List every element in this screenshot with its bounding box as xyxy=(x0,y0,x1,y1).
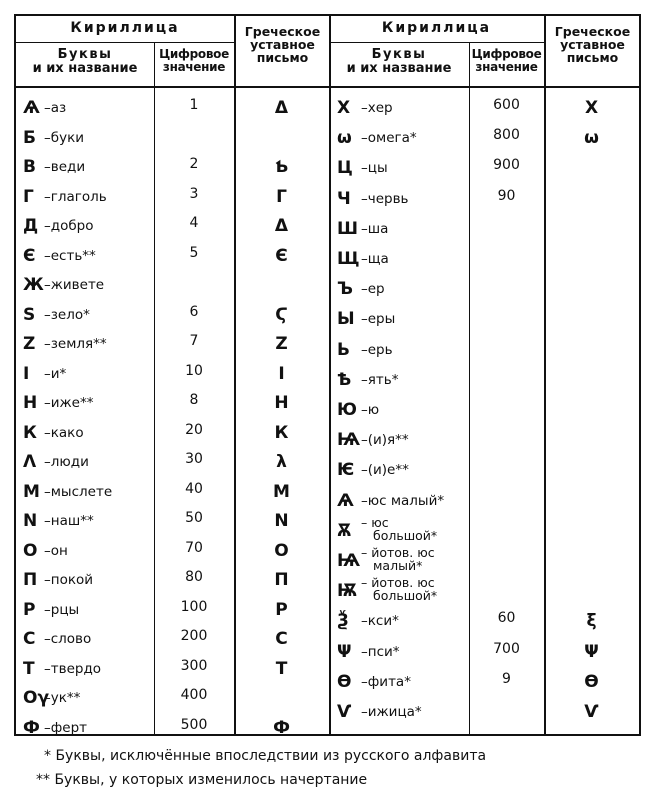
cyrillic-letter: Ъ xyxy=(337,279,353,300)
numeric-value: 200 xyxy=(180,628,208,644)
letter-name: –хер xyxy=(361,100,393,116)
cyrillic-letter: Ζ xyxy=(23,334,36,354)
table-row xyxy=(16,219,639,248)
numeric-value: 1 xyxy=(189,97,199,113)
letter-name: –покой xyxy=(44,572,94,588)
numeric-value: 900 xyxy=(493,157,520,174)
letter-name: –(и)я** xyxy=(361,432,409,449)
cyrillic-letter: Щ xyxy=(337,249,360,269)
letter-name: –земля** xyxy=(44,336,107,352)
footnote-two: ** Буквы, у которых изменилось начертание xyxy=(36,772,368,788)
letter-name: –добро xyxy=(44,218,94,234)
numeric-value: 9 xyxy=(502,670,511,687)
cyrillic-letter: S xyxy=(23,304,36,325)
numeric-value: 90 xyxy=(497,187,516,204)
letter-name: –рцы xyxy=(44,601,80,618)
greek-letter: О xyxy=(274,540,289,561)
letter-name: –буки xyxy=(44,129,84,146)
header-letters-right: Буквы и их название xyxy=(346,47,452,76)
cyrillic-letter: С xyxy=(23,629,36,649)
letter-name: –кси* xyxy=(361,613,399,630)
cyrillic-letter: Г xyxy=(23,186,34,207)
greek-letter: Є xyxy=(275,245,288,266)
header-divider xyxy=(329,42,544,43)
cyrillic-letter: Ѳ xyxy=(337,671,352,692)
letter-name: –ша xyxy=(361,220,389,237)
greek-letter: Ѵ xyxy=(584,702,599,722)
cyrillic-letter: Ч xyxy=(337,188,351,209)
table-row xyxy=(16,279,639,308)
cyrillic-letter: Ѧ xyxy=(23,98,40,118)
numeric-value: 5 xyxy=(189,244,199,261)
numeric-value: 6 xyxy=(189,303,199,320)
header-cyrillic-right: Кириллица xyxy=(381,20,492,36)
letter-name: –ерь xyxy=(361,341,393,358)
cyrillic-letter: Ь xyxy=(337,339,350,360)
numeric-value: 100 xyxy=(180,598,208,615)
numeric-value: 50 xyxy=(185,510,203,526)
greek-letter: N xyxy=(274,511,289,531)
cyrillic-letter: Ы xyxy=(337,309,355,330)
greek-letter: Γ xyxy=(276,186,287,207)
cyrillic-letter: Ю xyxy=(337,400,357,420)
numeric-value: 3 xyxy=(189,185,199,202)
letter-name: –юс малый* xyxy=(361,492,445,509)
letter-name: –зело* xyxy=(44,306,90,323)
greek-letter: I xyxy=(278,363,285,384)
cyrillic-letter: П xyxy=(23,570,38,590)
greek-letter: ω xyxy=(584,128,599,149)
numeric-value: 300 xyxy=(180,657,208,674)
cyrillic-letter: Є xyxy=(23,245,36,266)
table-row xyxy=(16,491,639,520)
cyrillic-letter: Ѣ xyxy=(337,369,352,390)
cyrillic-letter: Т xyxy=(23,658,35,679)
greek-letter: Н xyxy=(274,393,289,413)
letter-name: –слово xyxy=(44,631,92,647)
letter-name: – йотов. юс большой* xyxy=(361,575,438,604)
greek-letter: П xyxy=(274,570,289,590)
cyrillic-letter: Х xyxy=(337,98,351,118)
letter-name: –цы xyxy=(361,160,388,177)
numeric-value: 70 xyxy=(185,539,203,556)
header-bottom-line xyxy=(16,86,639,88)
greek-letter: Δ xyxy=(274,216,289,236)
letter-name: –ук** xyxy=(44,690,81,706)
letter-name: – юс большой* xyxy=(361,514,438,543)
greek-letter: Ϛ xyxy=(275,304,288,325)
letter-name: –ю xyxy=(361,402,380,418)
cyrillic-letter: Ѭ xyxy=(337,581,359,602)
cyrillic-letter: Ж xyxy=(23,275,44,295)
numeric-value: 30 xyxy=(185,451,203,467)
greek-letter: Ρ xyxy=(275,599,288,620)
header-greek-left: Греческое уставное письмо xyxy=(244,24,321,66)
cyrillic-letter: В xyxy=(23,157,36,177)
letter-name: –еры xyxy=(361,311,396,328)
numeric-value: 2 xyxy=(189,156,199,172)
letter-name: –червь xyxy=(361,190,409,207)
letter-name: –(и)е** xyxy=(361,462,409,479)
letter-name: –ща xyxy=(361,251,389,267)
table-row xyxy=(16,672,639,701)
cyrillic-letter: Н xyxy=(23,393,38,413)
table-row xyxy=(16,306,639,338)
cyrillic-letter: Б xyxy=(23,127,36,148)
numeric-value: 800 xyxy=(493,127,520,144)
letter-name: –люди xyxy=(44,454,89,470)
greek-letter: Z xyxy=(275,334,288,354)
cyrillic-letter: Ѩ xyxy=(337,430,361,451)
header-greek-right: Греческое уставное письмо xyxy=(554,24,631,66)
table-row xyxy=(16,158,639,187)
letter-name: –пси* xyxy=(361,643,400,660)
numeric-value: 600 xyxy=(493,97,520,113)
table-row xyxy=(16,249,639,278)
numeric-value: 10 xyxy=(185,362,203,379)
numeric-value: 400 xyxy=(180,687,208,703)
letter-name: –ферт xyxy=(44,719,88,736)
numeric-value: 80 xyxy=(185,569,203,585)
cyrillic-letter: Ш xyxy=(337,218,359,239)
cyrillic-letter: Λ xyxy=(23,452,37,472)
header-divider xyxy=(16,42,234,43)
table-row xyxy=(16,400,639,429)
letter-name: –ять* xyxy=(361,371,399,388)
cyrillic-letter: Ѧ xyxy=(337,490,354,511)
footnote-one: * Буквы, исключённые впоследствии из русского алфавита xyxy=(44,748,487,764)
greek-letter: Т xyxy=(275,658,288,679)
letter-name: –иже** xyxy=(44,395,94,411)
letter-name: –живете xyxy=(44,277,105,293)
greek-letter: Х xyxy=(584,98,599,118)
numeric-value: 20 xyxy=(185,421,203,438)
header-value-right: Цифровое значение xyxy=(471,47,542,74)
numeric-value: 7 xyxy=(189,333,199,349)
greek-letter: Ψ xyxy=(584,641,599,662)
cyrillic-letter: Ѯ xyxy=(337,611,349,632)
table-row xyxy=(16,430,639,459)
greek-letter: С xyxy=(275,629,288,649)
table-row xyxy=(16,642,639,671)
greek-letter: М xyxy=(273,481,290,502)
cyrillic-letter: ω xyxy=(337,128,352,149)
letter-name: –и* xyxy=(44,365,67,382)
letter-name: –наш** xyxy=(44,513,94,529)
cyrillic-letter: Ρ xyxy=(23,599,36,620)
cyrillic-letter: Ѥ xyxy=(337,460,355,481)
cyrillic-letter: К xyxy=(23,422,37,443)
table-row xyxy=(16,370,639,399)
numeric-value: 4 xyxy=(189,215,199,231)
table-row xyxy=(16,702,639,731)
cyrillic-letter: Ѫ xyxy=(337,520,352,541)
cyrillic-letter: Ѩ xyxy=(337,551,361,571)
table-row xyxy=(16,340,639,369)
letter-name: –глаголь xyxy=(44,188,107,205)
table-row xyxy=(16,128,639,157)
greek-letter: Δ xyxy=(274,98,289,118)
table-row xyxy=(16,611,639,640)
numeric-value: 500 xyxy=(180,716,208,733)
alphabet-table xyxy=(14,14,641,736)
numeric-value: 40 xyxy=(185,480,203,497)
cyrillic-letter: I xyxy=(23,363,30,384)
table-row xyxy=(16,186,639,218)
letter-name: –омега* xyxy=(361,130,417,147)
letter-name: –мыслете xyxy=(44,483,113,500)
letter-name: –есть** xyxy=(44,247,96,264)
cyrillic-letter: N xyxy=(23,511,38,531)
greek-letter: ξ xyxy=(586,611,597,632)
table-row xyxy=(16,460,639,489)
cyrillic-letter: О xyxy=(23,540,38,561)
header-cyrillic-left: Кириллица xyxy=(70,20,180,36)
cyrillic-letter: Оγ xyxy=(23,688,50,708)
cyrillic-letter: Ψ xyxy=(337,641,352,662)
header-letters-left: Буквы и их название xyxy=(32,47,138,76)
letter-name: –ижица* xyxy=(361,704,422,720)
cyrillic-letter: Д xyxy=(23,216,39,236)
letter-name: – йотов. юс малый* xyxy=(361,545,435,573)
numeric-value: 8 xyxy=(189,392,199,408)
greek-letter: λ xyxy=(276,452,287,472)
numeric-value: 60 xyxy=(497,610,516,627)
cyrillic-letter: Ѵ xyxy=(337,702,352,722)
cyrillic-letter: Ф xyxy=(23,717,40,738)
letter-name: –како xyxy=(44,424,84,441)
letter-name: –ер xyxy=(361,281,385,298)
cyrillic-letter: М xyxy=(23,481,40,502)
letter-name: –веди xyxy=(44,159,86,175)
greek-letter: Ѳ xyxy=(584,671,599,692)
greek-letter: К xyxy=(274,422,289,443)
greek-letter: Ф xyxy=(273,717,290,738)
letter-name: –фита* xyxy=(361,673,411,690)
greek-letter: Ƅ xyxy=(275,157,288,177)
letter-name: –аз xyxy=(44,100,67,116)
numeric-value: 700 xyxy=(493,640,520,657)
table-row xyxy=(16,98,639,127)
letter-name: –он xyxy=(44,542,68,559)
header-value-left: Цифровое значение xyxy=(159,47,229,74)
letter-name: –твердо xyxy=(44,660,102,677)
cyrillic-letter: Ц xyxy=(337,158,353,179)
